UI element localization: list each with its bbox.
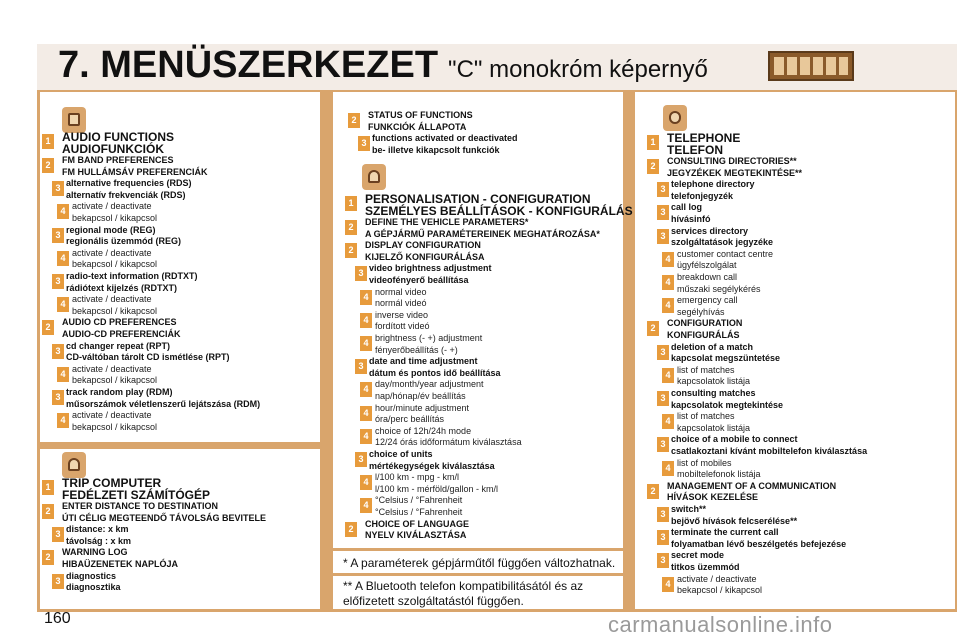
menu-item-text: functions activated or deactivated — [372, 133, 518, 144]
menu-item-text: °Celsius / °Fahrenheit — [375, 507, 463, 517]
menu-item-text: SZEMÉLYES BEÁLLÍTÁSOK - KONFIGURÁLÁS — [365, 204, 633, 218]
menu-item-text: titkos üzemmód — [671, 562, 740, 572]
menu-item-text: date and time adjustment — [369, 356, 478, 367]
menu-item-text: CD-váltóban tárolt CD ismétlése (RPT) — [66, 352, 230, 363]
menu-item-text: activate / deactivate — [72, 201, 152, 212]
menu-item-text: deletion of a match — [671, 341, 754, 352]
menu-item-text: activate / deactivate — [72, 363, 152, 374]
menu-item-text: szolgáltatások jegyzéke — [671, 237, 774, 248]
menu-item-text: bekapcsol / kikapcsol — [72, 305, 158, 316]
menu-item-text: regional mode (REG) — [66, 224, 156, 235]
menu-item-text: HÍVÁSOK KEZELÉSE — [667, 492, 759, 503]
menu-item-text: switch** — [671, 504, 707, 514]
level-badge-4: 4 — [662, 577, 674, 592]
menu-item-text: regionális üzemmód (REG) — [66, 236, 182, 247]
menu-item-text: ügyfélszolgálat — [677, 260, 737, 271]
brand-logo — [768, 51, 854, 81]
menu-item-text: távolság : x km — [66, 535, 132, 546]
level-badge-4: 4 — [57, 367, 69, 382]
level-badge-2: 2 — [348, 113, 360, 128]
menu-item-text: HIBAÜZENETEK NAPLÓJA — [62, 559, 179, 569]
level-badge-1: 1 — [647, 135, 659, 150]
menu-item-text: inverse video — [375, 309, 429, 320]
menu-item-text: emergency call — [677, 295, 738, 306]
menu-item-text: PERSONALISATION - CONFIGURATION — [365, 192, 591, 206]
menu-item-text: kapcsolat megszüntetése — [671, 353, 781, 364]
menu-item-text: AUDIO FUNCTIONS — [62, 130, 174, 144]
menu-item-text: 12/24 órás időformátum kiválasztása — [375, 437, 522, 448]
level-badge-4: 4 — [662, 298, 674, 313]
menu-item-text: TELEFON — [667, 143, 723, 157]
menu-item-text: alternative frequencies (RDS) — [66, 178, 192, 189]
menu-item-text: AUDIO-CD PREFERENCIÁK — [62, 329, 181, 339]
menu-item-text: DEFINE THE VEHICLE PARAMETERS* — [365, 217, 529, 227]
level-badge-4: 4 — [662, 368, 674, 383]
menu-item-text: radio-text information (RDTXT) — [66, 271, 198, 281]
level-badge-3: 3 — [52, 228, 64, 243]
menu-item-text: distance: x km — [66, 524, 129, 535]
level-badge-1: 1 — [42, 134, 54, 149]
level-badge-2: 2 — [42, 158, 54, 173]
level-badge-3: 3 — [657, 345, 669, 360]
level-badge-4: 4 — [360, 290, 372, 305]
menu-item-text: cd changer repeat (RPT) — [66, 340, 171, 351]
level-badge-4: 4 — [662, 414, 674, 429]
menu-item-text: FUNKCIÓK ÁLLAPOTA — [368, 121, 467, 132]
footnote-parameters: * A paraméterek gépjárműtől függően változhatnak. — [343, 556, 616, 570]
menu-item-text: folyamatban lévő beszélgetés befejezése — [671, 538, 847, 549]
menu-item-text: kapcsolatok listája — [677, 376, 751, 387]
level-badge-3: 3 — [657, 530, 669, 545]
menu-item-text: A GÉPJÁRMŰ PARAMÉTEREINEK MEGHATÁROZÁSA* — [365, 228, 600, 239]
menu-item-text: list of mobiles — [677, 457, 732, 468]
menu-item-text: FEDÉLZETI SZÁMÍTÓGÉP — [62, 488, 211, 502]
menu-item-text: activate / deactivate — [72, 247, 152, 258]
menu-item-text: NYELV KIVÁLASZTÁSA — [365, 530, 467, 541]
level-badge-4: 4 — [360, 498, 372, 513]
level-badge-4: 4 — [360, 406, 372, 421]
menu-item-text: choice of 12h/24h mode — [375, 425, 472, 436]
telephone-icon — [663, 105, 687, 131]
level-badge-3: 3 — [657, 437, 669, 452]
menu-item-text: bejövő hívások felcserélése** — [671, 515, 798, 526]
level-badge-4: 4 — [662, 252, 674, 267]
menu-item-text: MANAGEMENT OF A COMMUNICATION — [667, 480, 837, 491]
level-badge-2: 2 — [345, 522, 357, 537]
menu-item-text: AUDIOFUNKCIÓK — [62, 142, 164, 156]
level-badge-4: 4 — [57, 413, 69, 428]
level-badge-3: 3 — [52, 181, 64, 196]
menu-item-text: fordított videó — [375, 321, 430, 332]
menu-item-text: diagnosztika — [66, 582, 121, 593]
level-badge-3: 3 — [657, 182, 669, 197]
menu-item-text: AUDIO CD PREFERENCES — [62, 317, 177, 328]
level-badge-3: 3 — [657, 229, 669, 244]
menu-item-text: TRIP COMPUTER — [62, 476, 162, 490]
level-badge-3: 3 — [355, 452, 367, 467]
menu-item-text: track random play (RDM) — [66, 387, 173, 397]
watermark: carmanualsonline.info — [608, 612, 833, 637]
level-badge-4: 4 — [360, 429, 372, 444]
level-badge-3: 3 — [358, 136, 370, 151]
menu-item-text: °Celsius / °Fahrenheit — [375, 495, 463, 506]
menu-item-text: ÚTI CÉLIG MEGTEENDŐ TÁVOLSÁG BEVITELE — [62, 512, 267, 523]
menu-item-text: KONFIGURÁLÁS — [667, 330, 740, 340]
menu-item-text: customer contact centre — [677, 248, 774, 259]
menu-item-text: dátum és pontos idő beállítása — [369, 367, 501, 378]
menu-item-text: video brightness adjustment — [369, 263, 492, 274]
menu-item-text: choice of a mobile to connect — [671, 434, 798, 445]
menu-item-text: services directory — [671, 225, 749, 236]
level-badge-3: 3 — [52, 390, 64, 405]
level-badge-4: 4 — [57, 251, 69, 266]
menu-item-text: műsorszámok véletlenszerű lejátszása (RDM) — [66, 398, 261, 409]
menu-item-text: ENTER DISTANCE TO DESTINATION — [62, 501, 219, 511]
level-badge-3: 3 — [657, 507, 669, 522]
menu-item-text: bekapcsol / kikapcsol — [72, 375, 158, 386]
menu-item-text: JEGYZÉKEK MEGTEKINTÉSE** — [667, 167, 803, 178]
page-title-main: 7. MENÜSZERKEZET — [58, 44, 439, 86]
trip-computer-icon — [62, 452, 86, 478]
menu-item-text: WARNING LOG — [62, 547, 128, 558]
menu-item-text: list of matches — [677, 411, 735, 422]
menu-item-text: activate / deactivate — [677, 573, 757, 584]
menu-item-text: fényerőbeállítás (- +) — [375, 344, 458, 355]
menu-item-text: videofényerő beállítása — [369, 275, 469, 285]
level-badge-3: 3 — [52, 344, 64, 359]
level-badge-4: 4 — [662, 461, 674, 476]
level-badge-4: 4 — [360, 382, 372, 397]
page-title-sub: "C" monokróm képernyő — [448, 56, 708, 83]
level-badge-2: 2 — [42, 550, 54, 565]
menu-item-text: rádiótext kijelzés (RDTXT) — [66, 282, 178, 293]
menu-item-text: CONSULTING DIRECTORIES** — [667, 156, 797, 166]
level-badge-4: 4 — [360, 336, 372, 351]
menu-item-text: telephone directory — [671, 179, 755, 190]
level-badge-3: 3 — [657, 553, 669, 568]
menu-item-text: telefonjegyzék — [671, 190, 734, 201]
level-badge-1: 1 — [345, 196, 357, 211]
level-badge-2: 2 — [345, 220, 357, 235]
level-badge-4: 4 — [57, 297, 69, 312]
menu-item-text: secret mode — [671, 550, 725, 561]
level-badge-3: 3 — [52, 574, 64, 589]
menu-item-text: l/100 km - mpg - km/l — [375, 472, 460, 483]
menu-item-text: CONFIGURATION — [667, 318, 743, 329]
menu-item-text: bekapcsol / kikapcsol — [677, 585, 763, 596]
menu-item-text: activate / deactivate — [72, 410, 152, 421]
menu-item-text: choice of units — [369, 449, 433, 459]
menu-item-text: óra/perc beállítás — [375, 414, 445, 425]
menu-item-text: consulting matches — [671, 388, 756, 398]
menu-item-text: bekapcsol / kikapcsol — [72, 421, 158, 432]
level-badge-3: 3 — [657, 391, 669, 406]
level-badge-2: 2 — [42, 504, 54, 519]
level-badge-3: 3 — [355, 359, 367, 374]
menu-item-text: list of matches — [677, 364, 735, 375]
menu-item-text: csatlakoztani kívánt mobiltelefon kiválasztása — [671, 446, 868, 456]
menu-item-text: CHOICE OF LANGUAGE — [365, 518, 470, 529]
level-badge-2: 2 — [42, 320, 54, 335]
footnote-bluetooth-line2: előfizetett szolgáltatástól függően. — [343, 594, 524, 608]
menu-item-text: call log — [671, 202, 703, 213]
menu-item-text: nap/hónap/év beállítás — [375, 391, 466, 401]
menu-item-text: STATUS OF FUNCTIONS — [368, 110, 473, 120]
menu-item-text: kapcsolatok megtekintése — [671, 399, 784, 410]
menu-item-text: műszaki segélykérés — [677, 283, 761, 294]
menu-item-text: hívásinfó — [671, 214, 711, 224]
level-badge-4: 4 — [360, 313, 372, 328]
menu-item-text: TELEPHONE — [667, 131, 741, 145]
menu-item-text: FM BAND PREFERENCES — [62, 155, 174, 165]
level-badge-4: 4 — [662, 275, 674, 290]
menu-item-text: normál videó — [375, 298, 427, 309]
page-title — [58, 40, 708, 90]
menu-item-text: breakdown call — [677, 272, 738, 282]
car-settings-icon — [362, 164, 386, 190]
level-badge-4: 4 — [360, 475, 372, 490]
level-badge-3: 3 — [355, 266, 367, 281]
level-badge-1: 1 — [42, 480, 54, 495]
level-badge-2: 2 — [647, 159, 659, 174]
level-badge-2: 2 — [647, 321, 659, 336]
menu-item-text: kapcsolatok listája — [677, 422, 751, 433]
level-badge-2: 2 — [345, 243, 357, 258]
level-badge-2: 2 — [647, 484, 659, 499]
menu-item-text: brightness (- +) adjustment — [375, 333, 483, 343]
menu-item-text: activate / deactivate — [72, 294, 152, 305]
menu-item-text: bekapcsol / kikapcsol — [72, 213, 158, 223]
menu-item-text: segélyhívás — [677, 306, 725, 317]
level-badge-4: 4 — [57, 204, 69, 219]
menu-item-text: alternatív frekvenciák (RDS) — [66, 189, 186, 200]
menu-item-text: bekapcsol / kikapcsol — [72, 259, 158, 270]
menu-item-text: mértékegységek kiválasztása — [369, 460, 495, 471]
page-number: 160 — [44, 610, 71, 627]
menu-item-text: terminate the current call — [671, 527, 779, 538]
menu-item-text: diagnostics — [66, 570, 117, 581]
menu-item-text: hour/minute adjustment — [375, 402, 470, 413]
level-badge-3: 3 — [657, 205, 669, 220]
menu-item-text: FM HULLÁMSÁV PREFERENCIÁK — [62, 166, 208, 177]
footnote-bluetooth-line1: ** A Bluetooth telefon kompatibilitásától és az — [343, 579, 584, 593]
menu-item-text: day/month/year adjustment — [375, 379, 484, 390]
level-badge-3: 3 — [52, 527, 64, 542]
menu-item-text: normal video — [375, 286, 427, 297]
menu-item-text: mobiltelefonok listája — [677, 469, 761, 480]
menu-item-text: KIJELZŐ KONFIGURÁLÁSA — [365, 251, 485, 262]
menu-item-text: l/100 km - mérföld/gallon - km/l — [375, 483, 499, 494]
menu-item-text: be- illetve kikapcsolt funkciók — [372, 144, 500, 155]
level-badge-3: 3 — [52, 274, 64, 289]
menu-item-text: DISPLAY CONFIGURATION — [365, 240, 481, 251]
